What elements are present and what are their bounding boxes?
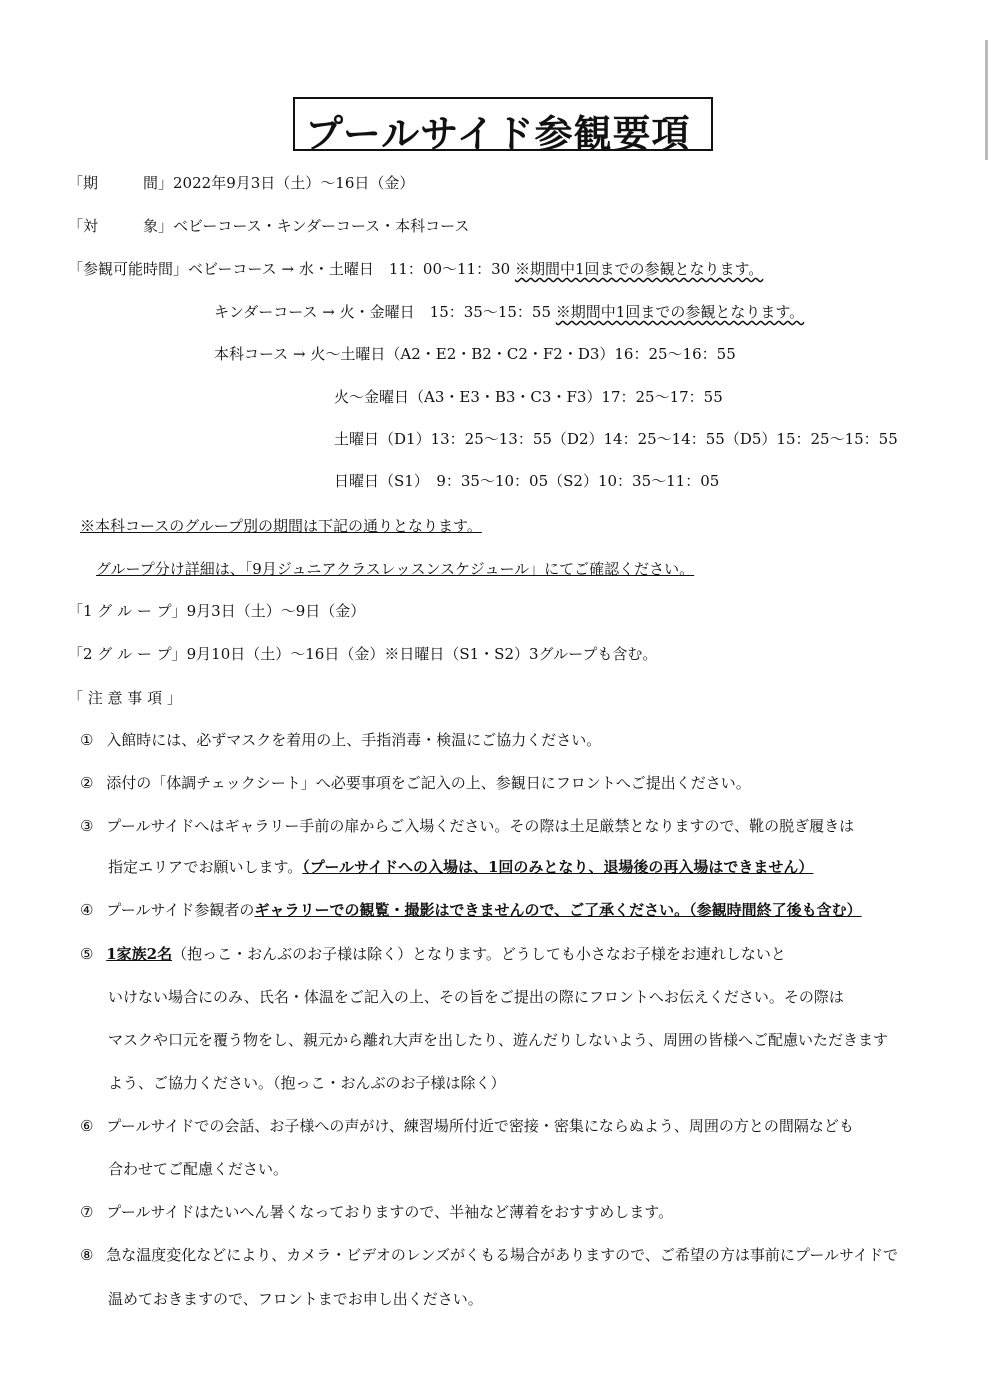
- note-6: [80, 1116, 854, 1136]
- main-course: 本科コース: [214, 345, 289, 363]
- note-8-text-1: 急な温度変化などにより、カメラ・ビデオのレンズがくもる場合がありますので、ご希望の方は事前にプールサイドで: [106, 1246, 899, 1264]
- note-8-mark: ⑧: [80, 1246, 94, 1264]
- target-value: ベビーコース・キンダーコース・本科コース: [173, 217, 470, 235]
- baby-day-time: 水・土曜日 11：00～11：30: [298, 260, 511, 278]
- note-2: [80, 773, 751, 793]
- group-1-label: 「1 グ ル ー プ」: [68, 602, 187, 620]
- group-2-row: [68, 644, 657, 664]
- target-label: 「対 象」: [68, 217, 174, 235]
- note-1-text: 入館時には、必ずマスクを着用の上、手指消毒・検温にご協力ください。: [106, 731, 602, 749]
- group-note-2: グループ分け詳細は、「9月ジュニアクラスレッスンスケジュール」にてご確認ください。: [96, 560, 695, 578]
- note-5: [80, 944, 786, 964]
- kinder-course: キンダーコース: [214, 303, 318, 321]
- main-arrow: →: [293, 345, 306, 363]
- note-2-text: 添付の「体調チェックシート」へ必要事項をご記入の上、参観日にフロントへご提出ください。: [106, 774, 751, 792]
- main-line-4: 日曜日（S1） 9：35～10：05（S2）10：35～11：05: [334, 472, 720, 490]
- note-5-text-2: いけない場合にのみ、氏名・体温をご記入の上、その旨をご提出の際にフロントへお伝えください。その際は: [108, 988, 844, 1006]
- note-7: [80, 1202, 673, 1222]
- note-3: [80, 816, 854, 836]
- baby-note: ※期間中1回までの参観となります。: [514, 260, 764, 278]
- kinder-day-time: 火・金曜日 15：35～15：55: [339, 303, 552, 321]
- note-6-text-1: プールサイドでの会話、お子様への声がけ、練習場所付近で密接・密集にならぬよう、周囲の方との間隔なども: [106, 1117, 854, 1135]
- baby-course: ベビーコース: [188, 260, 277, 278]
- group-2-value: 9月10日（土）～16日（金）※日曜日（S1・S2）3グループも含む。: [186, 645, 658, 663]
- period-row: [68, 173, 414, 193]
- note-5-mark: ⑤: [80, 945, 94, 963]
- note-2-mark: ②: [80, 774, 94, 792]
- viewing-label: 「参観可能時間」: [68, 260, 189, 278]
- note-4-text-b: ギャラリーでの観覧・撮影はできませんので、ご了承ください。（参観時間終了後も含む）: [254, 901, 862, 919]
- note-1-mark: ①: [80, 731, 94, 749]
- note-5-text-4: よう、ご協力ください。（抱っこ・おんぶのお子様は除く）: [108, 1074, 506, 1092]
- group-2-label: 「2 グ ル ー プ」: [68, 645, 187, 663]
- note-7-mark: ⑦: [80, 1203, 94, 1221]
- note-5-text-3: マスクや口元を覆う物をし、親元から離れ大声を出したり、遊んだりしないよう、周囲の皆様へご配慮いただきます: [108, 1031, 889, 1049]
- viewing-main-row-4: [334, 471, 719, 491]
- note-1: [80, 730, 601, 750]
- target-row: [68, 216, 469, 236]
- viewing-main-row-1: [214, 344, 736, 364]
- note-8-text-2: 温めておきますので、フロントまでお申し出ください。: [108, 1290, 483, 1308]
- note-3-mark: ③: [80, 817, 94, 835]
- note-4-mark: ④: [80, 901, 94, 919]
- viewing-kinder-row: [214, 302, 804, 322]
- group-1-row: [68, 601, 365, 621]
- period-label: 「期 間」: [68, 174, 174, 192]
- baby-arrow: →: [281, 260, 295, 278]
- notes-heading: 「 注 意 事 項 」: [68, 689, 182, 707]
- main-line-1: 火～土曜日（A2・E2・B2・C2・F2・D3）16：25～16：55: [310, 345, 736, 363]
- viewing-baby-row: [68, 259, 763, 279]
- note-7-text: プールサイドはたいへん暑くなっておりますので、半袖など薄着をおすすめします。: [106, 1203, 674, 1221]
- note-8: [80, 1245, 898, 1265]
- page-title: プールサイド参観要項: [305, 112, 691, 156]
- group-1-value: 9月3日（土）～9日（金）: [186, 602, 366, 620]
- title-box: [293, 97, 713, 156]
- main-line-2: 火～金曜日（A3・E3・B3・C3・F3）17：25～17：55: [334, 388, 723, 406]
- scan-edge-mark: [985, 40, 988, 160]
- note-5-text-1b: （抱っこ・おんぶのお子様は除く）となります。どうしても小さなお子様をお連れしないと: [172, 945, 786, 963]
- kinder-note: ※期間中1回までの参観となります。: [555, 303, 805, 321]
- group-note-1: ※本科コースのグループ別の期間は下記の通りとなります。: [80, 517, 482, 535]
- main-line-3: 土曜日（D1）13：25～13：55（D2）14：25～14：55（D5）15：25～15：55: [334, 430, 898, 448]
- note-4: [80, 900, 862, 920]
- viewing-main-row-3: [334, 429, 898, 449]
- note-3-text-2b: （プールサイドへの入場は、1回のみとなり、退場後の再入場はできません）: [302, 858, 814, 876]
- viewing-main-row-2: [334, 387, 723, 407]
- note-6-mark: ⑥: [80, 1117, 94, 1135]
- kinder-arrow: →: [322, 303, 335, 321]
- note-4-text-a: プールサイド参観者の: [106, 901, 255, 919]
- note-3-text-2a: 指定エリアでお願いします。: [108, 858, 303, 876]
- note-3-line-2: [108, 857, 813, 877]
- note-3-text-1: プールサイドへはギャラリー手前の扉からご入場ください。その際は土足厳禁となりますので、靴の脱ぎ履きは: [106, 817, 855, 835]
- note-5-text-1a: 1家族2名: [106, 945, 173, 963]
- period-value: 2022年9月3日（土）～16日（金）: [173, 174, 415, 192]
- note-6-text-2: 合わせてご配慮ください。: [108, 1160, 289, 1178]
